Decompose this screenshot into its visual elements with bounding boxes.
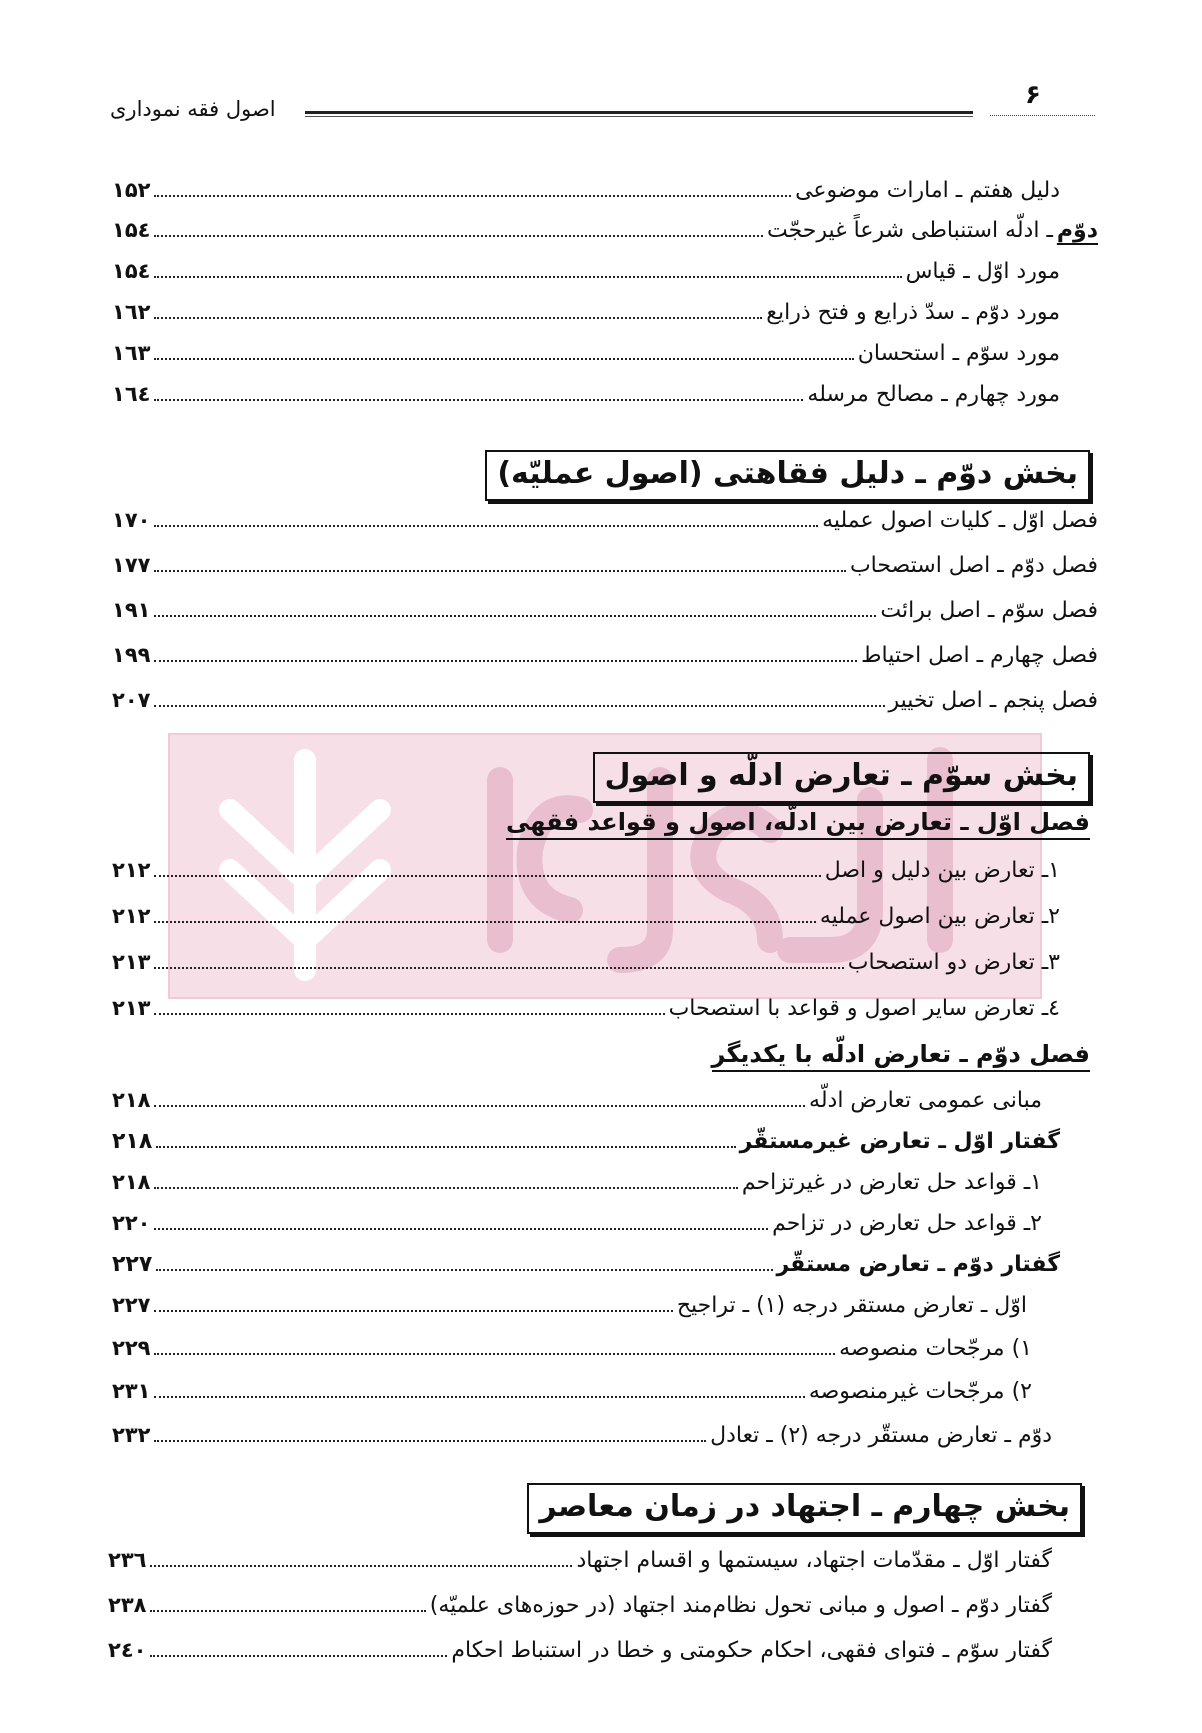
toc-row — [112, 942, 1060, 982]
toc-row — [112, 1244, 1060, 1284]
toc-entry-title: ۲) مرجّحات غیرمنصوصه — [808, 1378, 1032, 1404]
part-heading: بخش سوّم ـ تعارض ادلّه و اصول — [593, 752, 1091, 803]
toc-page-number: ۲۰۷ — [112, 688, 151, 712]
dot-leader — [150, 1610, 425, 1612]
toc-row — [112, 292, 1060, 332]
toc-row — [112, 988, 1060, 1028]
dot-leader — [154, 875, 820, 877]
toc-row — [112, 635, 1098, 675]
part-heading: بخش دوّم ـ دلیل فقاهتی (اصول عملیّه) — [485, 450, 1090, 501]
toc-row — [112, 545, 1098, 585]
toc-row — [112, 333, 1060, 373]
toc-entry-title: مورد اوّل ـ قیاس — [905, 258, 1060, 284]
toc-page-number: ۲۲۹ — [112, 1336, 151, 1360]
toc-entry-title: دلیل هفتم ـ امارات موضوعی — [795, 177, 1060, 203]
dot-leader — [154, 615, 876, 617]
header-rule-dotted — [990, 115, 1095, 117]
toc-entry-title: فصل سوّم ـ اصل برائت — [880, 597, 1098, 623]
dot-leader — [154, 399, 803, 401]
toc-row — [112, 1328, 1032, 1368]
toc-page-number: ۲۱۸ — [112, 1170, 151, 1194]
header-rule-thin — [305, 116, 973, 117]
toc-page-number: ۱۵٤ — [112, 259, 151, 283]
dot-leader — [154, 1396, 804, 1398]
toc-page-number: ۱۷۷ — [112, 553, 151, 577]
toc-row — [112, 210, 1098, 250]
toc-entry-title: فصل پنجم ـ اصل تخییر — [888, 687, 1098, 713]
toc-page-number: ۲۱۳ — [112, 950, 151, 974]
toc-page-number: ۱٦۲ — [112, 300, 151, 324]
subsection-label: دوّم — [1056, 217, 1098, 243]
toc-page-number: ۱۹۱ — [112, 598, 151, 622]
dot-leader — [154, 525, 818, 527]
toc-entry-title: ۲ـ تعارض بین اصول عملیه — [819, 903, 1060, 929]
toc-page-number: ۱۹۹ — [112, 643, 151, 667]
toc-page-number: ۲۳۸ — [108, 1593, 147, 1617]
dot-leader — [156, 1269, 772, 1271]
toc-row — [112, 850, 1060, 890]
toc-entry-title: مورد چهارم ـ مصالح مرسله — [807, 381, 1060, 407]
toc-entry-title: گفتار سوّم ـ فتوای فقهی، احکام حکومتی و خطا در استنباط احکام — [451, 1637, 1052, 1663]
toc-entry-title: گفتار اوّل ـ مقدّمات اجتهاد، سیستمها و اقسام اجتهاد — [576, 1547, 1052, 1573]
dot-leader — [154, 1187, 737, 1189]
toc-entry-title: مبانی عمومی تعارض ادلّه — [809, 1087, 1042, 1113]
dot-leader — [154, 195, 791, 197]
toc-row — [112, 590, 1098, 630]
toc-entry-title: گفتار دوّم ـ تعارض مستقّر — [776, 1251, 1060, 1277]
toc-page-number: ۲۱۸ — [112, 1128, 153, 1154]
dot-leader — [154, 1228, 768, 1230]
toc-page-number: ۲۱۲ — [112, 904, 151, 928]
toc-row — [112, 500, 1098, 540]
toc-page-number: ۲۱۸ — [112, 1088, 151, 1112]
toc-page-number: ۲۱۲ — [112, 858, 151, 882]
toc-entry-title: فصل اوّل ـ کلیات اصول عملیه — [822, 507, 1098, 533]
toc-row — [112, 374, 1060, 414]
toc-row — [112, 1371, 1032, 1411]
chapter-heading: فصل دوّم ـ تعارض ادلّه با یکدیگر — [712, 1040, 1090, 1072]
dot-leader — [150, 1655, 447, 1657]
toc-entry-title: ۲ـ قواعد حل تعارض در تزاحم — [772, 1210, 1042, 1236]
toc-row — [112, 1415, 1052, 1455]
toc-entry-title: اوّل ـ تعارض مستقر درجه (۱) ـ تراجیح — [676, 1292, 1027, 1318]
toc-row — [108, 1585, 1052, 1625]
toc-page-number: ۱٦٤ — [112, 382, 151, 406]
toc-entry-title: فصل چهارم ـ اصل احتیاط — [861, 642, 1098, 668]
toc-entry-title: ٤ـ تعارض سایر اصول و قواعد با استصحاب — [668, 995, 1060, 1021]
toc-entry-title: دوّم ـ تعارض مستقّر درجه (۲) ـ تعادل — [710, 1422, 1052, 1448]
chapter-heading: فصل اوّل ـ تعارض بین ادلّه، اصول و قواعد فقهی — [506, 808, 1090, 840]
dot-leader — [154, 276, 901, 278]
toc-entry-title: گفتار دوّم ـ اصول و مبانی تحول نظام‌مند اجتهاد (در حوزه‌های علمیّه) — [429, 1592, 1052, 1618]
toc-page-number: ۲۳۱ — [112, 1379, 151, 1403]
toc-entry-title: ـ ادلّه استنباطی شرعاً غیرحجّت — [766, 217, 1053, 243]
toc-entry-title: ۳ـ تعارض دو استصحاب — [847, 949, 1060, 975]
toc-row — [112, 896, 1060, 936]
toc-page-number: ۲۱۳ — [112, 996, 151, 1020]
toc-entry-title: مورد دوّم ـ سدّ ذرایع و فتح ذرایع — [766, 299, 1060, 325]
toc-page-number: ۱۷۰ — [112, 508, 151, 532]
dot-leader — [156, 1146, 735, 1148]
dot-leader — [154, 705, 884, 707]
toc-row — [108, 1630, 1052, 1670]
toc-row — [112, 680, 1098, 720]
toc-entry-title: ۱ـ قواعد حل تعارض در غیرتزاحم — [741, 1169, 1042, 1195]
toc-page-number: ۲۲۷ — [112, 1293, 151, 1317]
toc-entry-title: ۱ـ تعارض بین دلیل و اصل — [824, 857, 1060, 883]
toc-page-number: ۱۵۲ — [112, 178, 151, 202]
dot-leader — [154, 921, 815, 923]
part-heading: بخش چهارم ـ اجتهاد در زمان معاصر — [527, 1483, 1082, 1534]
dot-leader — [154, 1440, 706, 1442]
dot-leader — [154, 358, 853, 360]
toc-entry-title: گفتار اوّل ـ تعارض غیرمستقّر — [739, 1128, 1060, 1154]
toc-row — [112, 251, 1060, 291]
toc-entry-title: ۱) مرجّحات منصوصه — [839, 1335, 1032, 1361]
toc-row — [112, 170, 1060, 210]
toc-page-number: ۱٦۳ — [112, 341, 151, 365]
dot-leader — [154, 1013, 664, 1015]
dot-leader — [154, 1105, 805, 1107]
toc-row — [112, 1080, 1042, 1120]
header-rule — [305, 111, 973, 114]
toc-row — [112, 1285, 1027, 1325]
dot-leader — [150, 1565, 572, 1567]
toc-page-number: ۱۵٤ — [112, 218, 151, 242]
toc-entry-title: فصل دوّم ـ اصل استصحاب — [849, 552, 1098, 578]
dot-leader — [154, 660, 857, 662]
dot-leader — [154, 235, 763, 237]
toc-page-number: ۲۳٦ — [108, 1548, 147, 1572]
toc-page-number: ۲۲۷ — [112, 1251, 153, 1277]
toc-page-number: ۲٤۰ — [108, 1638, 147, 1662]
dot-leader — [154, 317, 762, 319]
toc-entry-title: مورد سوّم ـ استحسان — [857, 340, 1060, 366]
toc-row — [112, 1121, 1060, 1161]
running-header-title: اصول فقه نموداری — [110, 97, 276, 121]
toc-row — [108, 1540, 1052, 1580]
page-number: ۶ — [1025, 80, 1041, 110]
toc-row — [112, 1203, 1042, 1243]
dot-leader — [154, 1353, 835, 1355]
toc-row — [112, 1162, 1042, 1202]
dot-leader — [154, 1310, 672, 1312]
dot-leader — [154, 570, 845, 572]
toc-page-number: ۲۲۰ — [112, 1211, 151, 1235]
toc-page-number: ۲۳۲ — [112, 1423, 151, 1447]
dot-leader — [154, 967, 843, 969]
